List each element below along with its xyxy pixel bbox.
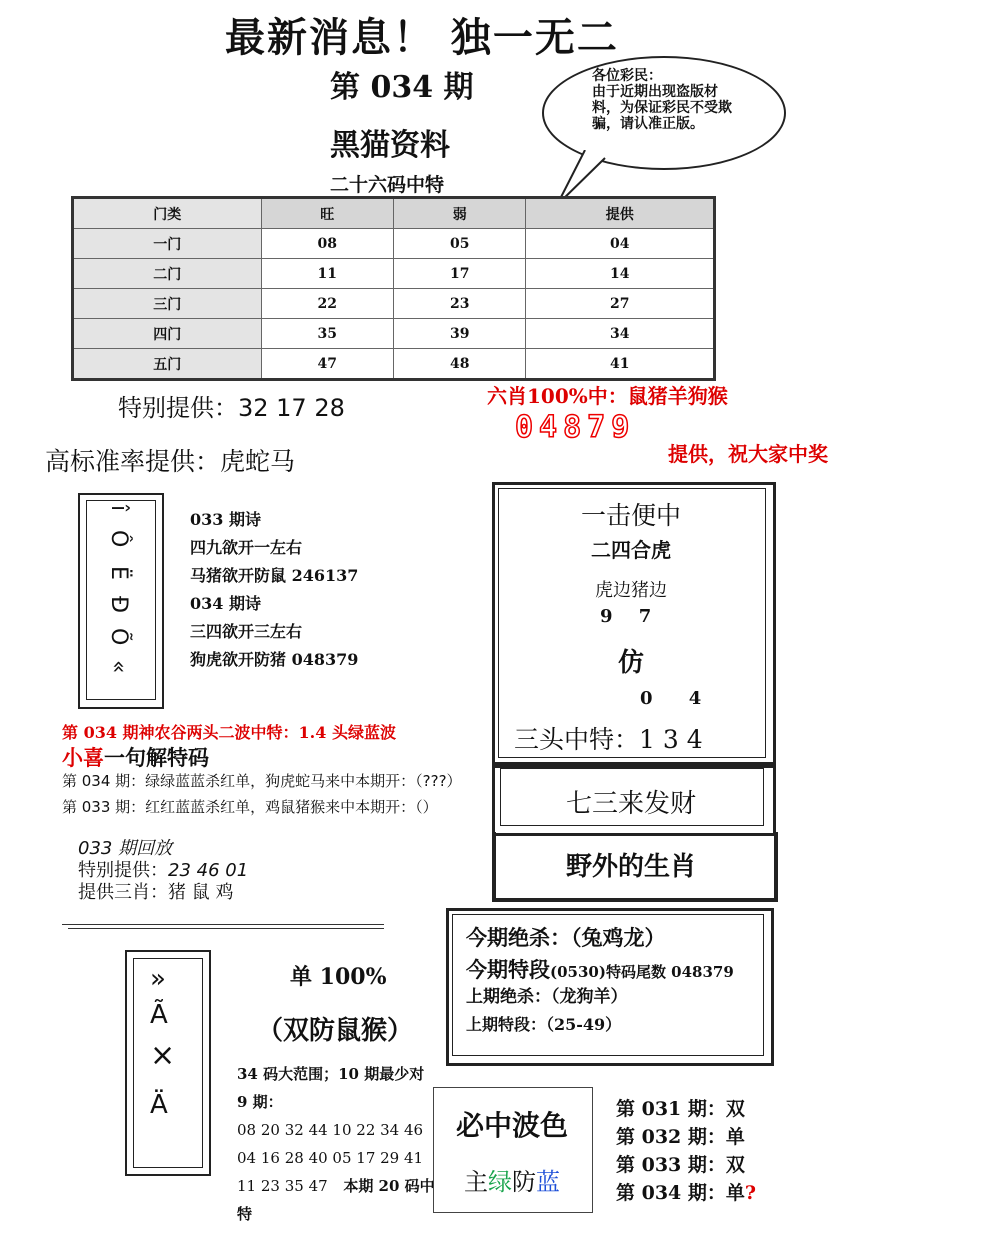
row-label: 二门 [73,259,262,289]
double-guard-text: （双防鼠猴） [257,1016,414,1046]
table-cell: 04 [526,229,715,259]
glyph: Õ [106,628,131,646]
shennong-line: 第 034 期神农谷两头二波中特：1.4 头绿蓝波 [62,723,396,742]
replay-block [78,838,248,904]
wave-color-title: 必中波色 [455,1109,568,1142]
kill-tail-numbers: 特码尾数 048379 [605,963,734,981]
list-item [616,1179,756,1207]
wave-guard: 防 [512,1168,536,1196]
number-table [71,196,716,381]
period-34-line: 第 034 期：绿绿蓝蓝杀红单，狗虎蛇马来中本期开：（???） [62,772,462,790]
page-subtitle: 黑猫资料 [330,128,450,163]
table-cell: 27 [526,289,715,319]
replay-special-label: 特别提供： [78,860,168,881]
table-cell: 17 [393,259,525,289]
table-cell: 34 [526,319,715,349]
single-text: 单 100% [290,964,387,990]
header-cell: 提供 [526,198,715,229]
table-row [73,229,715,259]
glyph: Ä [150,1090,168,1120]
kill-segment-label: 今期特段 [466,957,550,982]
xiaoxi-heading [62,742,209,772]
wave-main: 主 [464,1168,488,1196]
table-cell: 47 [261,349,393,380]
qisan-text: 七三来发财 [565,789,696,819]
table-cell: 39 [393,319,525,349]
table-cell: 05 [393,229,525,259]
poem-line: 034 期诗 [190,594,261,613]
table-cell: 11 [261,259,393,289]
six-zodiac: 六肖100%中：鼠猪羊狗猴 [487,384,728,408]
row-label: 五门 [73,349,262,380]
tip-line: 二四合虎 [591,538,671,562]
six-zodiac-number: 04879 [515,410,636,445]
wave-blue: 蓝 [536,1168,560,1196]
table-cell: 08 [261,229,393,259]
tip-numbers: 9 7 [600,606,652,627]
wave-color-line [433,1162,591,1197]
period-label: 第 033 期： [616,1154,726,1176]
divider [62,924,384,925]
period-33-line: 第 033 期：红红蓝蓝杀红单，鸡鼠猪猴来中本期开：（） [62,798,438,816]
issue-number: 第 034 期 [330,70,474,105]
notice-text: 各位彩民： 由于近期出现盗版材料，为保证彩民不受欺骗，请认准正版。 [592,68,732,132]
glyph: × [150,1038,176,1073]
page-title: 最新消息！ 独一无二 [225,14,619,61]
header-cell: 旺 [261,198,393,229]
table-row [73,319,715,349]
yewai-text: 野外的生肖 [565,852,696,882]
glyph: Ô [106,530,131,548]
kill-line: 今期绝杀：（兔鸡龙） [466,925,666,950]
range-numbers: 04 16 28 40 05 17 29 41 [237,1149,424,1167]
row-label: 一门 [73,229,262,259]
range-numbers: 08 20 32 44 10 22 34 46 [237,1121,424,1139]
header-cell: 门类 [73,198,262,229]
wave-green: 绿 [488,1168,512,1196]
question-mark: ? [744,1182,757,1204]
table-cell: 35 [261,319,393,349]
kill-segment-code: (0530) [550,963,606,981]
xiaoxi-red: 小喜 [62,745,104,770]
poem-line: 马猪欲开防鼠 246137 [190,566,359,585]
table-cell: 22 [261,289,393,319]
replay-special-value: 23 46 01 [168,860,249,881]
period-value: 单 [725,1182,745,1204]
range-tail: 本期 20 码中特 [237,1177,435,1223]
range-block [237,1060,437,1228]
table-header-row [73,198,715,229]
divider [68,928,384,929]
tip-three-heads: 三头中特：1 3 4 [514,725,703,754]
wish-text: 提供，祝大家中奖 [668,442,828,466]
glyph: Ë [106,566,131,580]
high-accuracy: 高标准率提供：虎蛇马 [45,447,296,476]
row-label: 三门 [73,289,262,319]
row-label: 四门 [73,319,262,349]
tip-heading: 一击便中 [580,501,681,530]
replay-three-value: 猪 鼠 鸡 [168,882,234,903]
table-cell: 23 [393,289,525,319]
glyph: Ã [150,1000,168,1030]
range-title: 34 码大范围；10 期最少对 9 期： [237,1065,425,1111]
list-item [616,1151,756,1179]
glyph: « [106,660,131,674]
list-item [616,1123,756,1151]
kill-line: 上期特段：（25-49） [466,1015,622,1034]
replay-three-label: 提供三肖： [78,882,168,903]
kill-line: 上期绝杀：（龙狗羊） [466,987,628,1007]
table-caption: 二十六码中特 [330,174,445,196]
header-cell: 弱 [393,198,525,229]
xiaoxi-black: 一句解特码 [104,745,209,770]
poem-line: 033 期诗 [190,510,261,529]
glyph: î [106,505,131,512]
glyph: Ð [106,596,131,614]
table-row [73,289,715,319]
table-cell: 41 [526,349,715,380]
table-cell: 14 [526,259,715,289]
tip-line: 虎边猪边 [595,580,667,601]
tip-numbers: 0 4 [640,688,702,709]
glyph: » [150,964,166,994]
replay-title: 033 期回放 [78,838,173,859]
period-value: 双 [725,1098,745,1120]
period-label: 第 032 期： [616,1126,726,1148]
table-row [73,259,715,289]
period-label: 第 034 期： [616,1182,726,1204]
poem-line: 狗虎欲开防猪 048379 [190,650,359,669]
table-row [73,349,715,380]
tip-line: 仿 [618,648,645,678]
table-cell: 48 [393,349,525,380]
poem-list [190,506,358,674]
poem-line: 三四欲开三左右 [190,622,303,641]
kill-line [466,954,734,984]
list-item [616,1095,756,1123]
period-value: 单 [725,1126,745,1148]
poem-line: 四九欲开一左右 [190,538,303,557]
special-numbers: 特别提供：32 17 28 [118,394,345,422]
period-label: 第 031 期： [616,1098,726,1120]
range-numbers: 11 23 35 47 [237,1177,328,1195]
odd-even-list [616,1095,756,1207]
period-value: 双 [725,1154,745,1176]
